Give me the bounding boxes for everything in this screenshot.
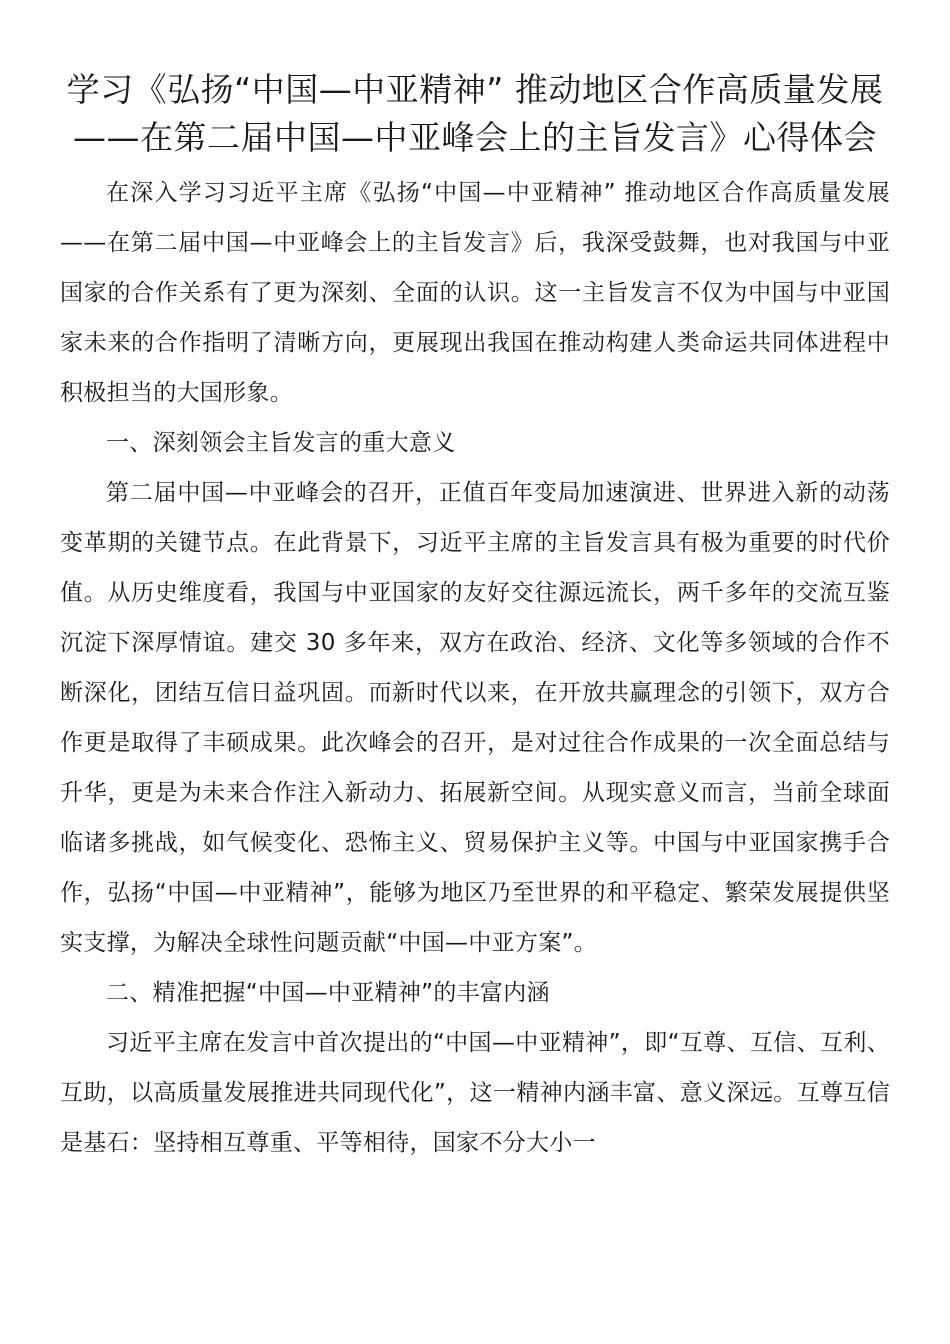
section-heading-2: 二、精准把握“中国—中亚精神”的丰富内涵: [106, 980, 550, 1006]
section-heading-1: 一、深刻领会主旨发言的重大意义: [106, 430, 456, 456]
section-1-paragraph: 第二届中国—中亚峰会的召开，正值百年变局加速演进、世界进入新的动荡变革期的关键节点。在此背景下，习近平主席的主旨发言具有极为重要的时代价值。从历史维度看，我国与中亚国家的友好交往源远流长，两千多年的交流互鉴沉淀下深厚情谊。建交 30 多年来，双方在政治、经济、文化等多领域的合作不断深化，团结互信日益巩固。而新时代以来，在开放共赢理念的引领下，双方合作更是取得了丰硕成果。此次峰会的召开，是对过往合作成果的一次全面总结与升华，更是为未来合作注入新动力、拓展新空间。从现实意义而言，当前全球面临诸多挑战，如气候变化、恐怖主义、贸易保护主义等。中国与中亚国家携手合作，弘扬“中国—中亚精神”，能够为地区乃至世界的和平稳定、繁荣发展提供坚实支撑，为解决全球性问题贡献“中国—中亚方案”。: [60, 480, 890, 956]
section-2-paragraph: 习近平主席在发言中首次提出的“中国—中亚精神”，即“互尊、互信、互利、互助，以高质量发展推进共同现代化”，这一精神内涵丰富、意义深远。互尊互信是基石：坚持相互尊重、平等相待，国家不分大小一: [60, 1030, 890, 1156]
intro-paragraph: 在深入学习习近平主席《弘扬“中国—中亚精神” 推动地区合作高质量发展——在第二届中国—中亚峰会上的主旨发言》后，我深受鼓舞，也对我国与中亚国家的合作关系有了更为深刻、全面的认识。这一主旨发言不仅为中国与中亚国家未来的合作指明了清晰方向，更展现出我国在推动构建人类命运共同体进程中积极担当的大国形象。: [60, 180, 890, 406]
document-title: 学习《弘扬“中国—中亚精神” 推动地区合作高质量发展——在第二届中国—中亚峰会上的主旨发言》心得体会: [66, 70, 884, 157]
